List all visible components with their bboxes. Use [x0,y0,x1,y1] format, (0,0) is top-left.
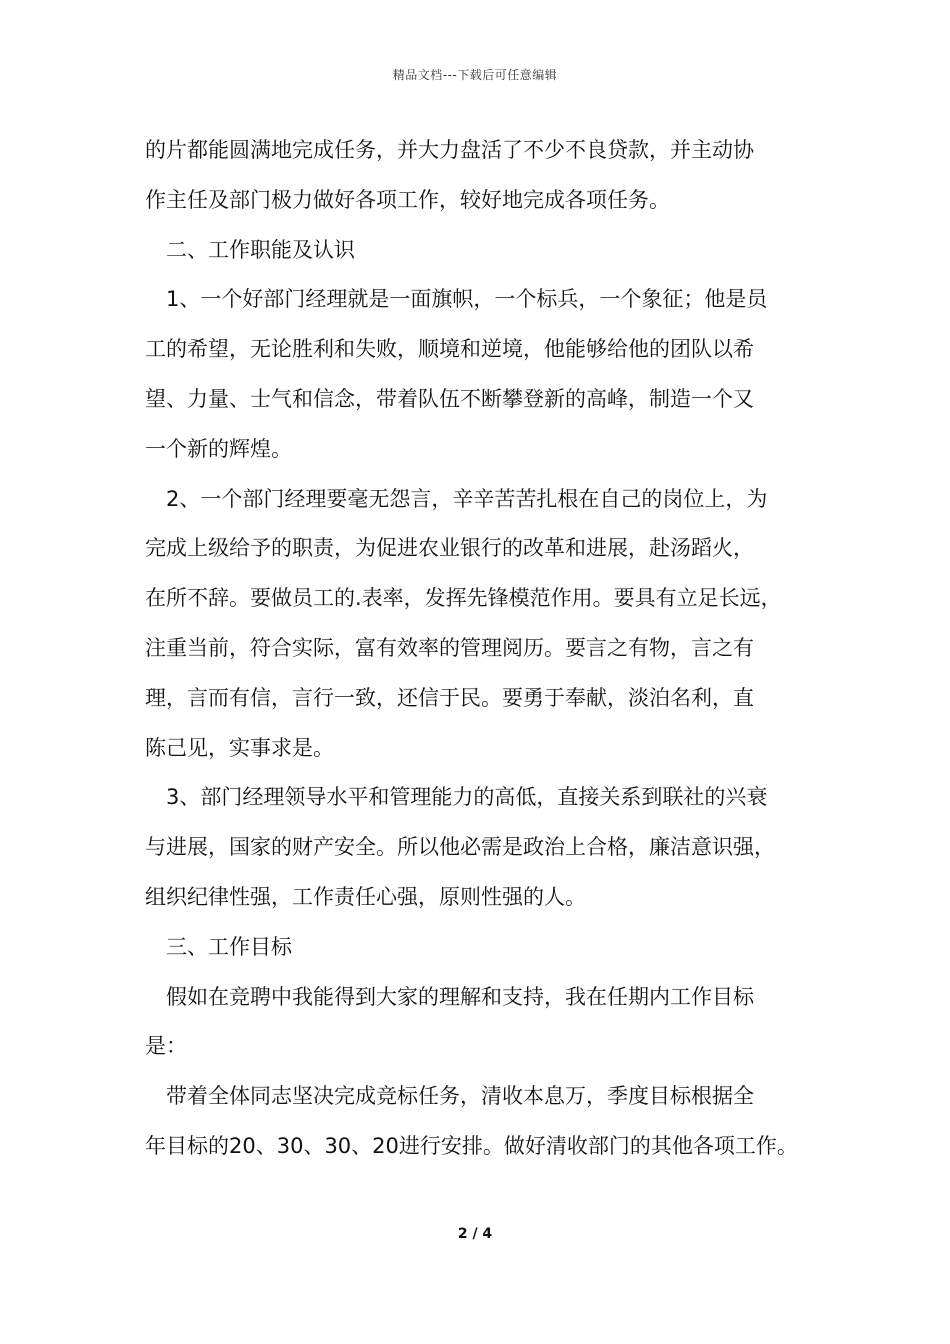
section-heading: 二、工作职能及认识 [145,237,355,262]
document-body [145,126,825,1172]
text-line: 陈己见，实事求是。 [145,735,334,760]
text-line: 在所不辞。要做员工的.表率，发挥先锋模范作用。要具有立足长远， [145,586,782,611]
text-line: 带着全体同志坚决完成竞标任务，清收本息万，季度目标根据全 [145,1084,754,1109]
text-line: 完成上级给予的职责，为促进农业银行的改革和进展，赴汤蹈火， [145,536,754,561]
text-line: 的片都能圆满地完成任务，并大力盘活了不少不良贷款，并主动协 [145,138,754,162]
page-number: 2 / 4 [457,1226,493,1242]
text-line: 组织纪律性强，工作责任心强，原则性强的人。 [145,884,586,909]
text-line: 理，言而有信，言行一致，还信于民。要勇于奉献，淡泊名利，直 [145,685,754,710]
page-header: 精品文档---下载后可任意编辑 [392,68,558,82]
text-line: 望、力量、士气和信念，带着队伍不断攀登新的高峰，制造一个又 [145,386,754,411]
text-line: 2、一个部门经理要毫无怨言，辛辛苦苦扎根在自己的岗位上，为 [145,486,768,511]
text-line: 工的希望，无论胜利和失败，顺境和逆境，他能够给他的团队以希 [145,337,754,362]
text-line: 年目标的20、30、30、20进行安排。做好清收部门的其他各项工作。 [145,1133,798,1158]
text-line: 一个新的辉煌。 [145,436,292,461]
text-line: 1、一个好部门经理就是一面旗帜，一个标兵，一个象征；他是员 [145,287,768,312]
text-line: 作主任及部门极力做好各项工作，较好地完成各项任务。 [145,187,670,212]
text-block [145,126,825,1172]
text-line: 假如在竞聘中我能得到大家的理解和支持，我在任期内工作目标 [145,984,754,1009]
text-line: 是： [145,1034,187,1059]
section-heading: 三、工作目标 [145,934,292,959]
text-line: 3、部门经理领导水平和管理能力的高低，直接关系到联社的兴衰 [145,785,768,810]
text-line: 注重当前，符合实际，富有效率的管理阅历。要言之有物，言之有 [145,635,754,660]
text-line: 与进展，国家的财产安全。所以他必需是政治上合格，廉洁意识强， [145,835,775,860]
